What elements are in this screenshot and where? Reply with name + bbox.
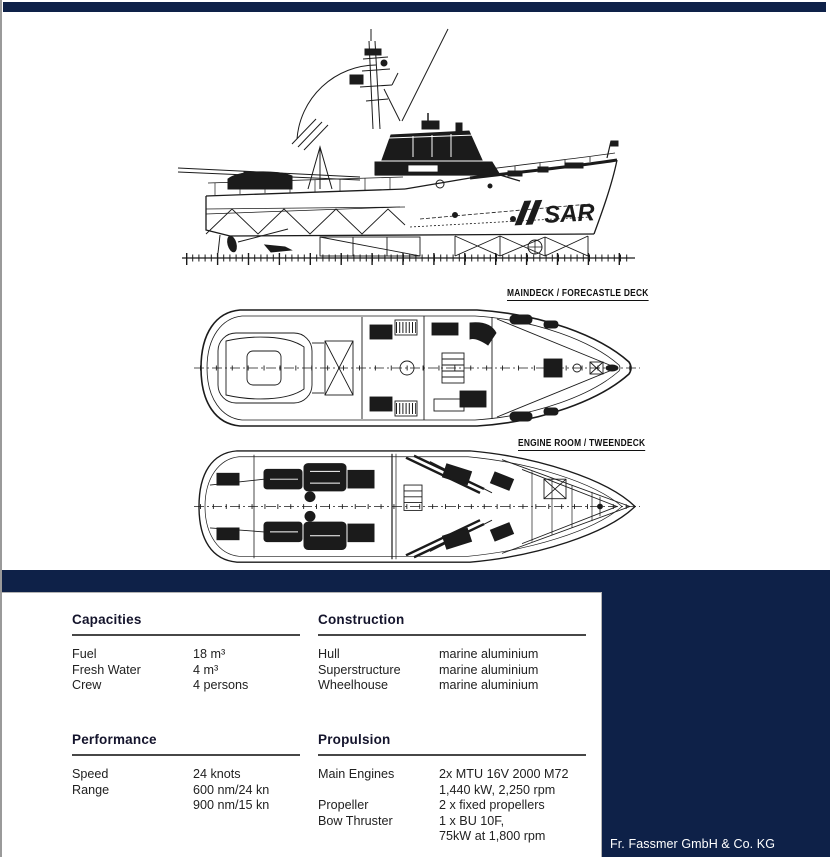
table-row — [318, 767, 588, 783]
table-row — [72, 663, 302, 679]
table-row — [318, 678, 588, 694]
spec-label: Main Engines — [318, 767, 395, 781]
propulsion-title: Propulsion — [318, 732, 391, 747]
specifications-card — [0, 592, 602, 857]
spec-label: Propeller — [318, 798, 369, 813]
spec-label: Range — [72, 782, 110, 797]
table-row — [318, 783, 588, 799]
maindeck-plan-drawing — [192, 303, 642, 433]
top-navy-bar — [3, 2, 826, 12]
construction-title: Construction — [318, 612, 405, 627]
table-row — [72, 783, 302, 799]
page-left-border — [0, 0, 2, 857]
spec-value: marine aluminium — [439, 678, 539, 693]
spec-value: 24 knots — [193, 767, 241, 781]
table-row — [72, 678, 302, 694]
construction-rule — [318, 634, 586, 636]
performance-block — [72, 732, 302, 814]
table-row — [318, 647, 588, 663]
spec-label: Superstructure — [318, 662, 401, 677]
spec-value: 4 m³ — [193, 662, 219, 677]
spec-value: 900 nm/15 kn — [193, 798, 270, 813]
sar-logo-text: SAR — [543, 199, 596, 229]
performance-title: Performance — [72, 732, 157, 747]
spec-value: 2x MTU 16V 2000 M72 — [439, 767, 569, 781]
maindeck-plan-label: MAINDECK / FORECASTLE DECK — [507, 287, 649, 299]
spec-label: Speed — [72, 767, 109, 781]
spec-value: marine aluminium — [439, 647, 539, 661]
spec-label — [72, 798, 193, 814]
capacities-title: Capacities — [72, 612, 142, 627]
spec-label — [318, 783, 439, 799]
spec-label: Wheelhouse — [318, 678, 389, 693]
spec-label: Crew — [72, 678, 102, 693]
table-row — [318, 829, 588, 845]
sar-logo — [513, 197, 596, 230]
main-engines — [217, 464, 374, 550]
spec-value: 1,440 kW, 2,250 rpm — [439, 782, 556, 797]
propulsion-rule — [318, 754, 586, 756]
performance-rule — [72, 754, 300, 756]
superstructure — [375, 113, 500, 175]
table-row — [72, 767, 302, 783]
table-row — [72, 647, 302, 663]
spec-label: Fuel — [72, 647, 97, 661]
spec-value: 4 persons — [193, 678, 249, 693]
spec-label — [318, 829, 439, 845]
spec-label: Hull — [318, 647, 340, 661]
spec-label: Bow Thruster — [318, 813, 393, 828]
spec-value: 75kW at 1,800 rpm — [439, 829, 546, 844]
company-name: Fr. Fassmer GmbH & Co. KG — [610, 837, 776, 851]
spec-value: marine aluminium — [439, 662, 539, 677]
capacities-block — [72, 612, 302, 694]
propulsion-block — [318, 732, 588, 845]
capacities-rule — [72, 634, 300, 636]
spec-label: Fresh Water — [72, 662, 141, 677]
spec-value: 2 x fixed propellers — [439, 798, 545, 813]
engineroom-plan-drawing — [192, 446, 642, 568]
table-row — [318, 663, 588, 679]
spec-value: 18 m³ — [193, 647, 226, 661]
spec-value: 600 nm/24 kn — [193, 782, 270, 797]
underwater-gear — [218, 229, 588, 256]
engineroom-plan-label: ENGINE ROOM / TWEENDECK — [518, 437, 646, 449]
baseline-with-ticks — [182, 258, 635, 259]
construction-block — [318, 612, 588, 694]
table-row — [318, 814, 588, 830]
spec-value: 1 x BU 10F, — [439, 813, 505, 828]
table-row — [72, 798, 302, 814]
side-profile-drawing — [170, 28, 650, 280]
table-row — [318, 798, 588, 814]
